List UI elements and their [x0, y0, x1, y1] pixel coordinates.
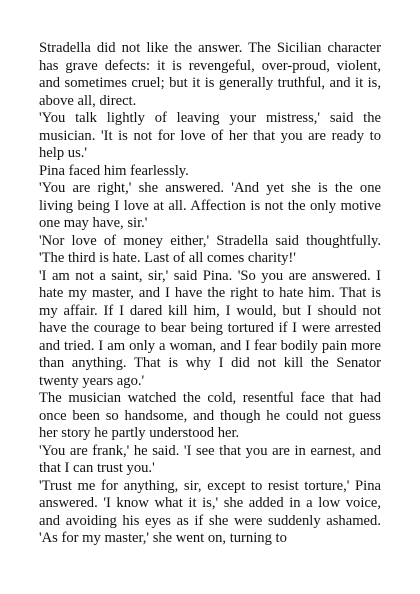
paragraph: 'I am not a saint, sir,' said Pina. 'So you are answered. I hate my master, and I have the right to hate him. That is my affair. If I dared kill him, I would, but I should not have the courage to bear being tortured if I were arrested and tried. I am only a woman, and I fear bodily pain more than anything. That is why I did not kill the Senator twenty years ago.' [39, 267, 381, 389]
paragraph: 'You are right,' she answered. 'And yet she is the one living being I love at all. Affection is not the only motive one may have, sir.' [39, 180, 381, 231]
paragraph: The musician watched the cold, resentful face that had once been so handsome, and though he could not guess her story he partly understood her. [39, 390, 381, 441]
paragraph: 'Nor love of money either,' Stradella said thoughtfully. 'The third is hate. Last of all comes charity!' [39, 232, 381, 266]
book-page [39, 40, 381, 548]
paragraph: Stradella did not like the answer. The Sicilian character has grave defects: it is revengeful, over-proud, violent, and sometimes cruel; but it is generally truthful, and it is, above all, direct. [39, 40, 381, 109]
paragraph: 'You are frank,' he said. 'I see that you are in earnest, and that I can trust you.' [39, 442, 381, 476]
paragraph: 'Trust me for anything, sir, except to resist torture,' Pina answered. 'I know what it is,' she added in a low voice, and avoiding his eyes as if she were suddenly ashamed. 'As for my master,' she went on, turning to [39, 477, 381, 546]
paragraph: Pina faced him fearlessly. [39, 162, 189, 179]
paragraph: 'You talk lightly of leaving your mistress,' said the musician. 'It is not for love of her that you are ready to help us.' [39, 110, 381, 161]
